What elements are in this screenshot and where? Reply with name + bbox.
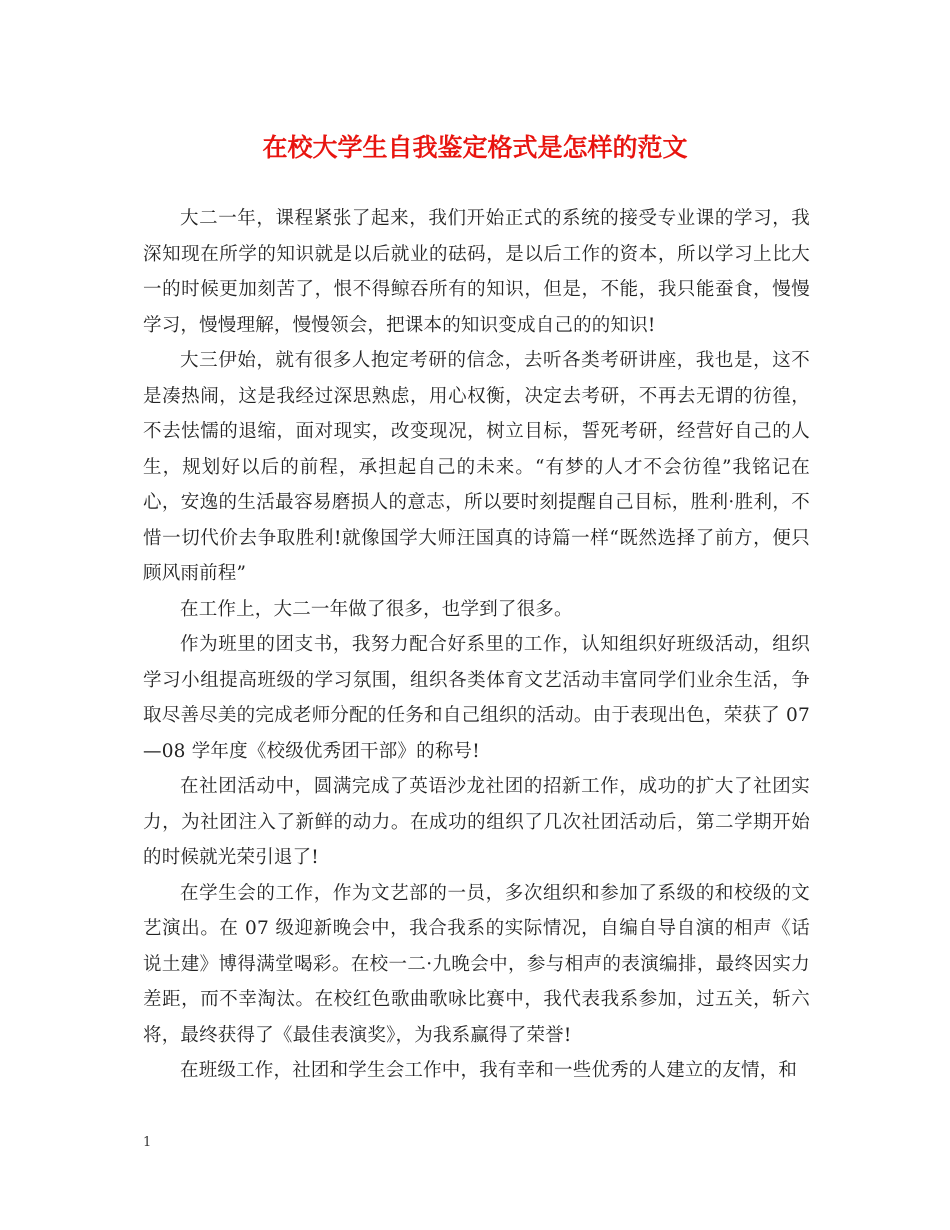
document-body <box>143 201 810 1089</box>
document-title: 在校大学生自我鉴定格式是怎样的范文 <box>262 133 688 162</box>
paragraph-3: 在工作上，大二一年做了很多，也学到了很多。 <box>180 598 573 620</box>
paragraph-4: 作为班里的团支书，我努力配合好系里的工作，认知组织好班级活动，组织学习小组提高班级的学习氛围，组织各类体育文艺活动丰富同学们业余生活，争取尽善尽美的完成老师分配的任务和自己组织的活动。由于表现出色，荣获了 07—08 学年度《校级优秀团干部》的称号! <box>143 634 810 762</box>
paragraph-6: 在学生会的工作，作为文艺部的一员，多次组织和参加了系级的和校级的文艺演出。在 07 级迎新晚会中，我合我系的实际情况，自编自导自演的相声《话说土建》博得满堂喝彩。在校一二·九晚会中，参与相声的表演编排，最终因实力差距，而不幸淘汰。在校红色歌曲歌咏比赛中，我代表我系参加，过五关，斩六将，最终获得了《最佳表演奖》，为我系赢得了荣誉! <box>143 882 810 1046</box>
paragraph-2: 大三伊始，就有很多人抱定考研的信念，去听各类考研讲座，我也是，这不是凑热闹，这是我经过深思熟虑，用心权衡，决定去考研，不再去无谓的彷徨，不去怯懦的退缩，面对现实，改变现况，树立目标，誓死考研，经营好自己的人生，规划好以后的前程，承担起自己的未来。“有梦的人才不会彷徨”我铭记在心，安逸的生活最容易磨损人的意志，所以要时刻提醒自己目标，胜利·胜利，不惜一切代价去争取胜利!就像国学大师汪国真的诗篇一样“既然选择了前方，便只顾风雨前程” <box>143 350 810 584</box>
paragraph-1: 大二一年，课程紧张了起来，我们开始正式的系统的接受专业课的学习，我深知现在所学的知识就是以后就业的砝码，是以后工作的资本，所以学习上比大一的时候更加刻苦了，恨不得鲸吞所有的知识，但是，不能，我只能蚕食，慢慢学习，慢慢理解，慢慢领会，把课本的知识变成自己的的知识! <box>143 208 810 336</box>
paragraph-5: 在社团活动中，圆满完成了英语沙龙社团的招新工作，成功的扩大了社团实力，为社团注入了新鲜的动力。在成功的组织了几次社团活动后，第二学期开始的时候就光荣引退了! <box>143 776 810 868</box>
page-number: 1 <box>143 1135 152 1150</box>
paragraph-7: 在班级工作，社团和学生会工作中，我有幸和一些优秀的人建立的友情，和 <box>180 1060 798 1081</box>
